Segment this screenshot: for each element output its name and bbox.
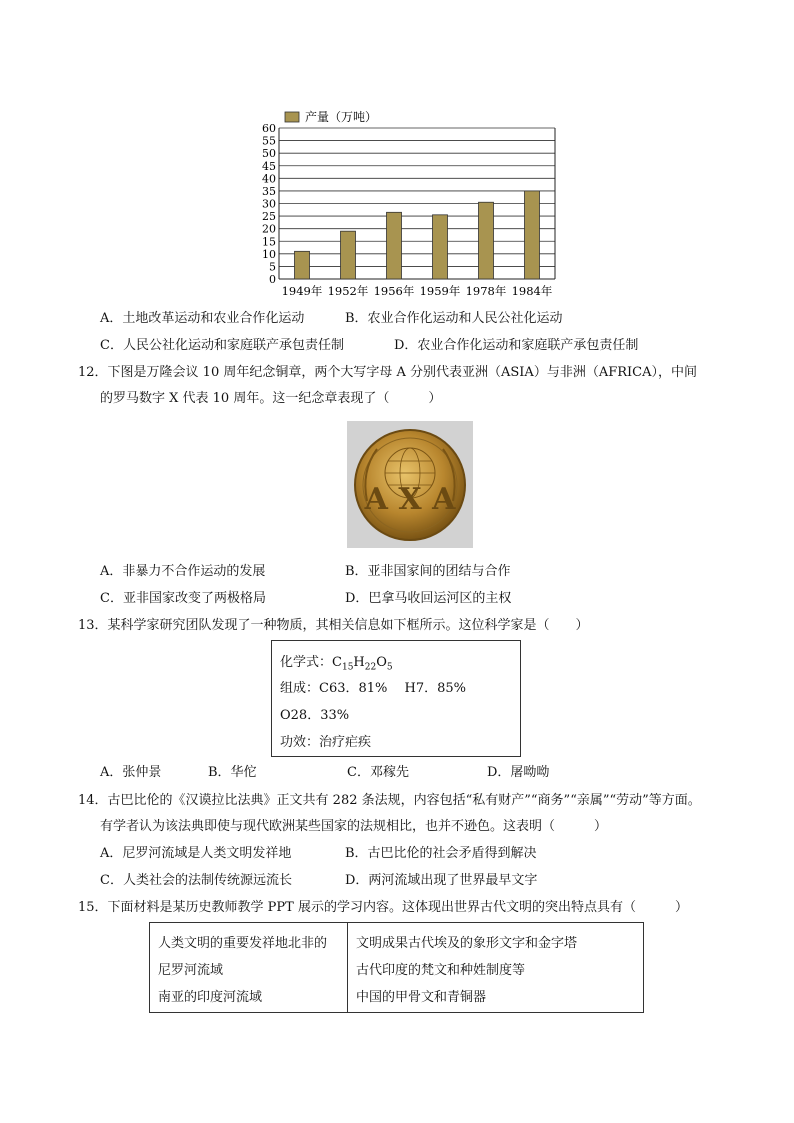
q14-stem-line1: 14．古巴比伦的《汉谟拉比法典》正文共有 282 条法规，内容包括“私有财产”“商务”“亲属”“劳动”等方面。	[78, 793, 701, 808]
q13-effect: 功效：治疗疟疾	[280, 735, 372, 750]
x-tick-label: 1978年	[465, 284, 507, 298]
legend-swatch	[285, 112, 299, 122]
bar	[387, 212, 402, 279]
table-divider	[347, 923, 348, 1012]
bar	[525, 191, 540, 279]
bar	[295, 251, 310, 279]
q12-option-a[interactable]: A．非暴力不合作运动的发展	[100, 564, 266, 579]
x-tick-label: 1956年	[373, 284, 415, 298]
q11-option-a[interactable]: A．土地改革运动和农业合作化运动	[100, 311, 305, 326]
q12-option-d[interactable]: D．巴拿马收回运河区的主权	[345, 591, 512, 606]
y-tick-label: 10	[262, 247, 276, 261]
bar	[433, 215, 448, 279]
q15-left-line1: 人类文明的重要发祥地北非的	[158, 936, 328, 951]
q13-oxygen: O28．33%	[280, 708, 350, 723]
q12-stem-line2: 的罗马数字 X 代表 10 周年。这一纪念章表现了（ ）	[100, 391, 442, 406]
y-tick-label: 5	[269, 260, 276, 274]
chart-grid	[279, 128, 555, 279]
q15-left-line2: 尼罗河流域	[158, 963, 224, 978]
q15-right-line1: 文明成果古代埃及的象形文字和金字塔	[356, 936, 578, 951]
q15-right-line2: 古代印度的梵文和种姓制度等	[356, 963, 526, 978]
q13-composition: 组成：C63．81% H7．85%	[280, 681, 467, 696]
q15-stem: 15．下面材料是某历史教师教学 PPT 展示的学习内容。这体现出世界古代文明的突出特点具有（ ）	[78, 900, 688, 915]
y-tick-label: 30	[262, 197, 276, 211]
q13-option-b[interactable]: B．华佗	[208, 765, 257, 780]
y-axis-ticks	[262, 122, 276, 286]
x-tick-label: 1959年	[419, 284, 461, 298]
q15-right-line3: 中国的甲骨文和青铜器	[356, 990, 487, 1005]
x-tick-label: 1952年	[327, 284, 369, 298]
y-tick-label: 0	[269, 273, 276, 286]
q12-stem-line1: 12．下图是万隆会议 10 周年纪念铜章，两个大写字母 A 分别代表亚洲（ASIA）与非洲（AFRICA），中间	[78, 365, 697, 380]
y-tick-label: 50	[262, 147, 276, 161]
chart-bars	[295, 191, 540, 279]
q13-option-c[interactable]: C．邓稼先	[347, 765, 409, 780]
y-tick-label: 35	[262, 184, 276, 198]
q13-option-a[interactable]: A．张仲景	[100, 765, 162, 780]
medal-letters: A X A	[364, 482, 456, 517]
y-tick-label: 20	[262, 222, 276, 236]
q11-option-b[interactable]: B．农业合作化运动和人民公社化运动	[345, 311, 563, 326]
q13-stem: 13．某科学家研究团队发现了一种物质，其相关信息如下框所示。这位科学家是（ ）	[78, 618, 589, 633]
y-tick-label: 45	[262, 159, 276, 173]
q15-material-table	[149, 922, 644, 1013]
y-tick-label: 55	[262, 134, 276, 148]
bar	[479, 202, 494, 279]
q13-info-box	[271, 640, 521, 757]
q12-option-b[interactable]: B．亚非国家间的团结与合作	[345, 564, 511, 579]
bandung-medal-image	[347, 421, 473, 548]
q14-option-c[interactable]: C．人类社会的法制传统源远流长	[100, 873, 292, 888]
x-tick-label: 1949年	[281, 284, 323, 298]
x-tick-label: 1984年	[511, 284, 553, 298]
y-tick-label: 25	[262, 210, 276, 224]
legend-label: 产量（万吨）	[305, 110, 378, 124]
q14-option-a[interactable]: A．尼罗河流域是人类文明发祥地	[100, 846, 292, 861]
production-bar-chart	[255, 104, 565, 300]
q11-option-c[interactable]: C．人民公社化运动和家庭联产承包责任制	[100, 338, 344, 353]
q13-option-d[interactable]: D．屠呦呦	[487, 765, 550, 780]
q14-stem-line2: 有学者认为该法典即使与现代欧洲某些国家的法规相比，也并不逊色。这表明（ ）	[100, 819, 608, 834]
q15-left-line3: 南亚的印度河流域	[158, 990, 263, 1005]
y-tick-label: 15	[262, 235, 276, 249]
q14-option-b[interactable]: B．古巴比伦的社会矛盾得到解决	[345, 846, 537, 861]
y-tick-label: 60	[262, 122, 276, 135]
y-tick-label: 40	[262, 172, 276, 186]
q12-option-c[interactable]: C．亚非国家改变了两极格局	[100, 591, 266, 606]
x-axis-ticks	[282, 284, 553, 298]
q13-formula: 化学式：$C_{15}H_{22}O_5$	[280, 655, 393, 673]
q11-option-d[interactable]: D．农业合作化运动和家庭联产承包责任制	[394, 338, 639, 353]
q14-option-d[interactable]: D．两河流域出现了世界最早文字	[345, 873, 538, 888]
bar	[341, 231, 356, 279]
